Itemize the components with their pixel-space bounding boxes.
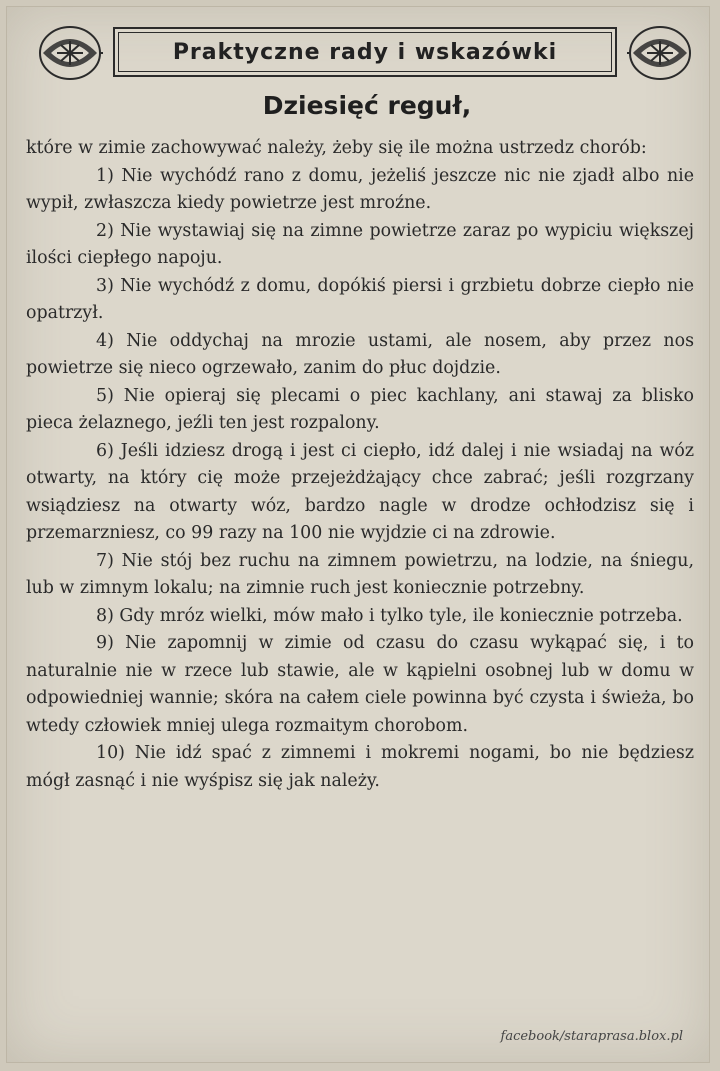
header-title-box [113,27,617,77]
header-title: Praktyczne rady i wskazówki [172,39,558,65]
ornament-icon [627,21,693,85]
rule-paragraph: 7) Nie stój bez ruchu na zimnem powietrzu, na lodzie, na śniegu, lub w zimnym lokalu; na zimnie ruch jest koniecznie potrzebny. [26,550,694,598]
article-heading: Dziesięć reguł, [262,91,472,120]
rule-paragraph: 5) Nie opieraj się plecami o piec kachlany, ani stawaj za blisko pieca żelaznego, jeźli ten jest rozpalony. [26,385,694,433]
article-body [26,135,694,795]
source-watermark: facebook/staraprasa.blox.pl [500,1029,683,1044]
newspaper-page [6,6,710,1063]
rule-paragraph: 1) Nie wychódź rano z domu, jeżeliś jeszcze nic nie zjadł albo nie wypił, zwłaszcza kiedy powietrze jest mroźne. [26,165,694,213]
rule-paragraph: 8) Gdy mróz wielki, mów mało i tylko tyle, ile koniecznie potrzeba. [96,605,683,626]
rule-paragraph: 9) Nie zapomnij w zimie od czasu do czasu wykąpać się, i to naturalnie nie w rzece lub stawie, ale w kąpielni osobnej lub w domu w odpowiedniej wannie; skóra na całem ciele powinna być czysta i świeża, bo wtedy człowiek mniej ulega rozmaitym chorobom. [26,633,694,736]
rule-paragraph: 3) Nie wychódź z domu, dopókiś piersi i grzbietu dobrze ciepło nie opatrzył. [26,275,694,323]
rule-paragraph: 2) Nie wystawiaj się na zimne powietrze zaraz po wypiciu większej ilości ciepłego napoju. [26,220,694,268]
rule-paragraph: 10) Nie idź spać z zimnemi i mokremi nogami, bo nie będziesz mógł zasnąć i nie wyśpisz się jak należy. [26,743,694,791]
rule-paragraph: 4) Nie oddychaj na mrozie ustami, ale nosem, aby przez nos powietrze się nieco ogrzewało, zanim do płuc dojdzie. [26,330,694,378]
header-banner [33,21,697,85]
rule-paragraph: 6) Jeśli idziesz drogą i jest ci ciepło, idź dalej i nie wsiadaj na wóz otwarty, na który cię może przejeżdżający chce zabrać; jeśli rozgrzany wsiądziesz na otwarty wóz, bardzo nagle w drodze ochłodzisz się i przemarzniesz, co 99 razy na 100 nie wyjdzie ci na zdrowie. [26,440,694,543]
intro-paragraph: które w zimie zachowywać należy, żeby się ile można ustrzedz chorób: [26,138,647,158]
ornament-icon [37,21,103,85]
